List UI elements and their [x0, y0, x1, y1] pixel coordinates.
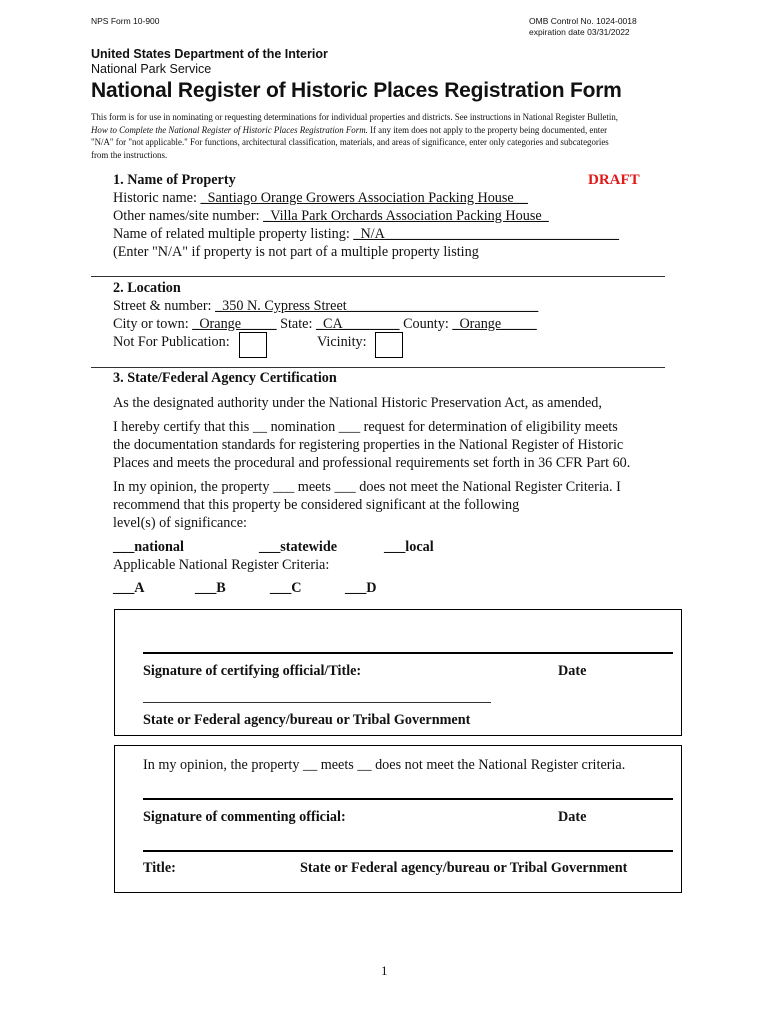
historic-name-row [113, 190, 528, 207]
opinion-line-3: level(s) of significance: [113, 515, 247, 531]
commenting-title-line[interactable] [143, 850, 673, 852]
service-name: National Park Service [91, 62, 212, 76]
commenting-date-label: Date [558, 809, 587, 825]
intro-line-4: from the instructions. [91, 150, 168, 161]
certify-line-2: the documentation standards for registering properties in the National Register of Historic [113, 437, 624, 453]
commenting-signature-line[interactable] [143, 798, 673, 800]
related-listing-row [113, 226, 619, 243]
form-id: NPS Form 10-900 [91, 16, 160, 26]
certify-line-3: Places and meets the procedural and professional requirements set forth in 36 CFR Part 60. [113, 455, 631, 471]
criteria-label: Applicable National Register Criteria: [113, 557, 330, 573]
certifying-agency-label: State or Federal agency/bureau or Tribal Government [143, 712, 471, 728]
not-for-publication-checkbox[interactable] [239, 332, 267, 358]
commenting-title-label: Title: [143, 860, 176, 876]
section-divider [91, 276, 665, 277]
related-listing-note: (Enter "N/A" if property is not part of a multiple property listing [113, 244, 479, 260]
omb-control-number: OMB Control No. 1024-0018 [529, 16, 637, 26]
criterion-b[interactable]: ___B [195, 580, 226, 596]
criterion-c[interactable]: ___C [270, 580, 302, 596]
opinion-line-1: In my opinion, the property ___ meets ___ does not meet the National Register Criteria. I [113, 479, 621, 495]
criterion-d[interactable]: ___D [345, 580, 377, 596]
city-label: City or town: [113, 316, 189, 332]
intro-line-2: If any item does not apply to the property being documented, enter [367, 124, 608, 135]
department-name: United States Department of the Interior [91, 47, 328, 61]
expiration-date: expiration date 03/31/2022 [529, 27, 630, 37]
level-statewide[interactable]: ___statewide [259, 539, 338, 555]
county-field[interactable]: _Orange_____ [452, 316, 537, 332]
city-row [113, 316, 537, 333]
intro-text [91, 111, 691, 162]
city-field[interactable]: _Orange_____ [192, 316, 277, 332]
state-field[interactable]: _CA________ [315, 316, 400, 332]
section-divider [91, 367, 665, 368]
street-field[interactable]: _350 N. Cypress Street___________________________ [215, 298, 539, 314]
intro-bulletin-title: How to Complete the National Register of Historic Places Registration Form. [91, 124, 368, 135]
related-listing-label: Name of related multiple property listing: [113, 226, 350, 242]
certifying-date-label: Date [558, 663, 587, 679]
intro-line-3: "N/A" for "not applicable." For functions, architectural classification, materials, and areas of significance, enter only categories and subcategories [91, 137, 609, 148]
state-label: State: [280, 316, 313, 332]
section1-heading: 1. Name of Property [113, 172, 236, 188]
certifying-signature-label: Signature of certifying official/Title: [143, 663, 362, 679]
intro-line-1: This form is for use in nominating or requesting determinations for individual properties and districts. See instructions in National Register Bulletin, [91, 112, 618, 122]
criterion-a[interactable]: ___A [113, 580, 145, 596]
commenting-signature-label: Signature of commenting official: [143, 809, 346, 825]
section3-heading: 3. State/Federal Agency Certification [113, 370, 337, 386]
vicinity-checkbox[interactable] [375, 332, 403, 358]
historic-name-label: Historic name: [113, 190, 197, 206]
certify-line-1: I hereby certify that this __ nomination ___ request for determination of eligibility meets [113, 419, 618, 435]
level-national[interactable]: ___national [113, 539, 184, 555]
vicinity-label: Vicinity: [317, 334, 367, 350]
certifying-signature-line[interactable] [143, 652, 673, 654]
authority-statement: As the designated authority under the National Historic Preservation Act, as amended, [113, 395, 602, 411]
commenting-agency-label: State or Federal agency/bureau or Tribal Government [300, 860, 628, 876]
historic-name-field[interactable]: _Santiago Orange Growers Association Packing House__ [200, 190, 528, 206]
section2-heading: 2. Location [113, 280, 181, 296]
page-number: 1 [381, 963, 388, 978]
opinion-line-2: recommend that this property be considered significant at the following [113, 497, 520, 513]
form-title: National Register of Historic Places Registration Form [91, 79, 622, 102]
street-row [113, 298, 538, 315]
other-names-field[interactable]: _Villa Park Orchards Association Packing House_ [263, 208, 549, 224]
county-label: County: [403, 316, 449, 332]
commenting-opinion-text: In my opinion, the property __ meets __ does not meet the National Register criteria. [143, 757, 626, 773]
other-names-label: Other names/site number: [113, 208, 260, 224]
street-label: Street & number: [113, 298, 212, 314]
level-local[interactable]: ___local [384, 539, 434, 555]
not-for-publication-label: Not For Publication: [113, 334, 230, 350]
agency-signature-line[interactable] [143, 702, 491, 703]
draft-label: DRAFT [588, 172, 640, 188]
related-listing-field[interactable]: _N/A_________________________________ [353, 226, 619, 242]
other-names-row [113, 208, 549, 225]
